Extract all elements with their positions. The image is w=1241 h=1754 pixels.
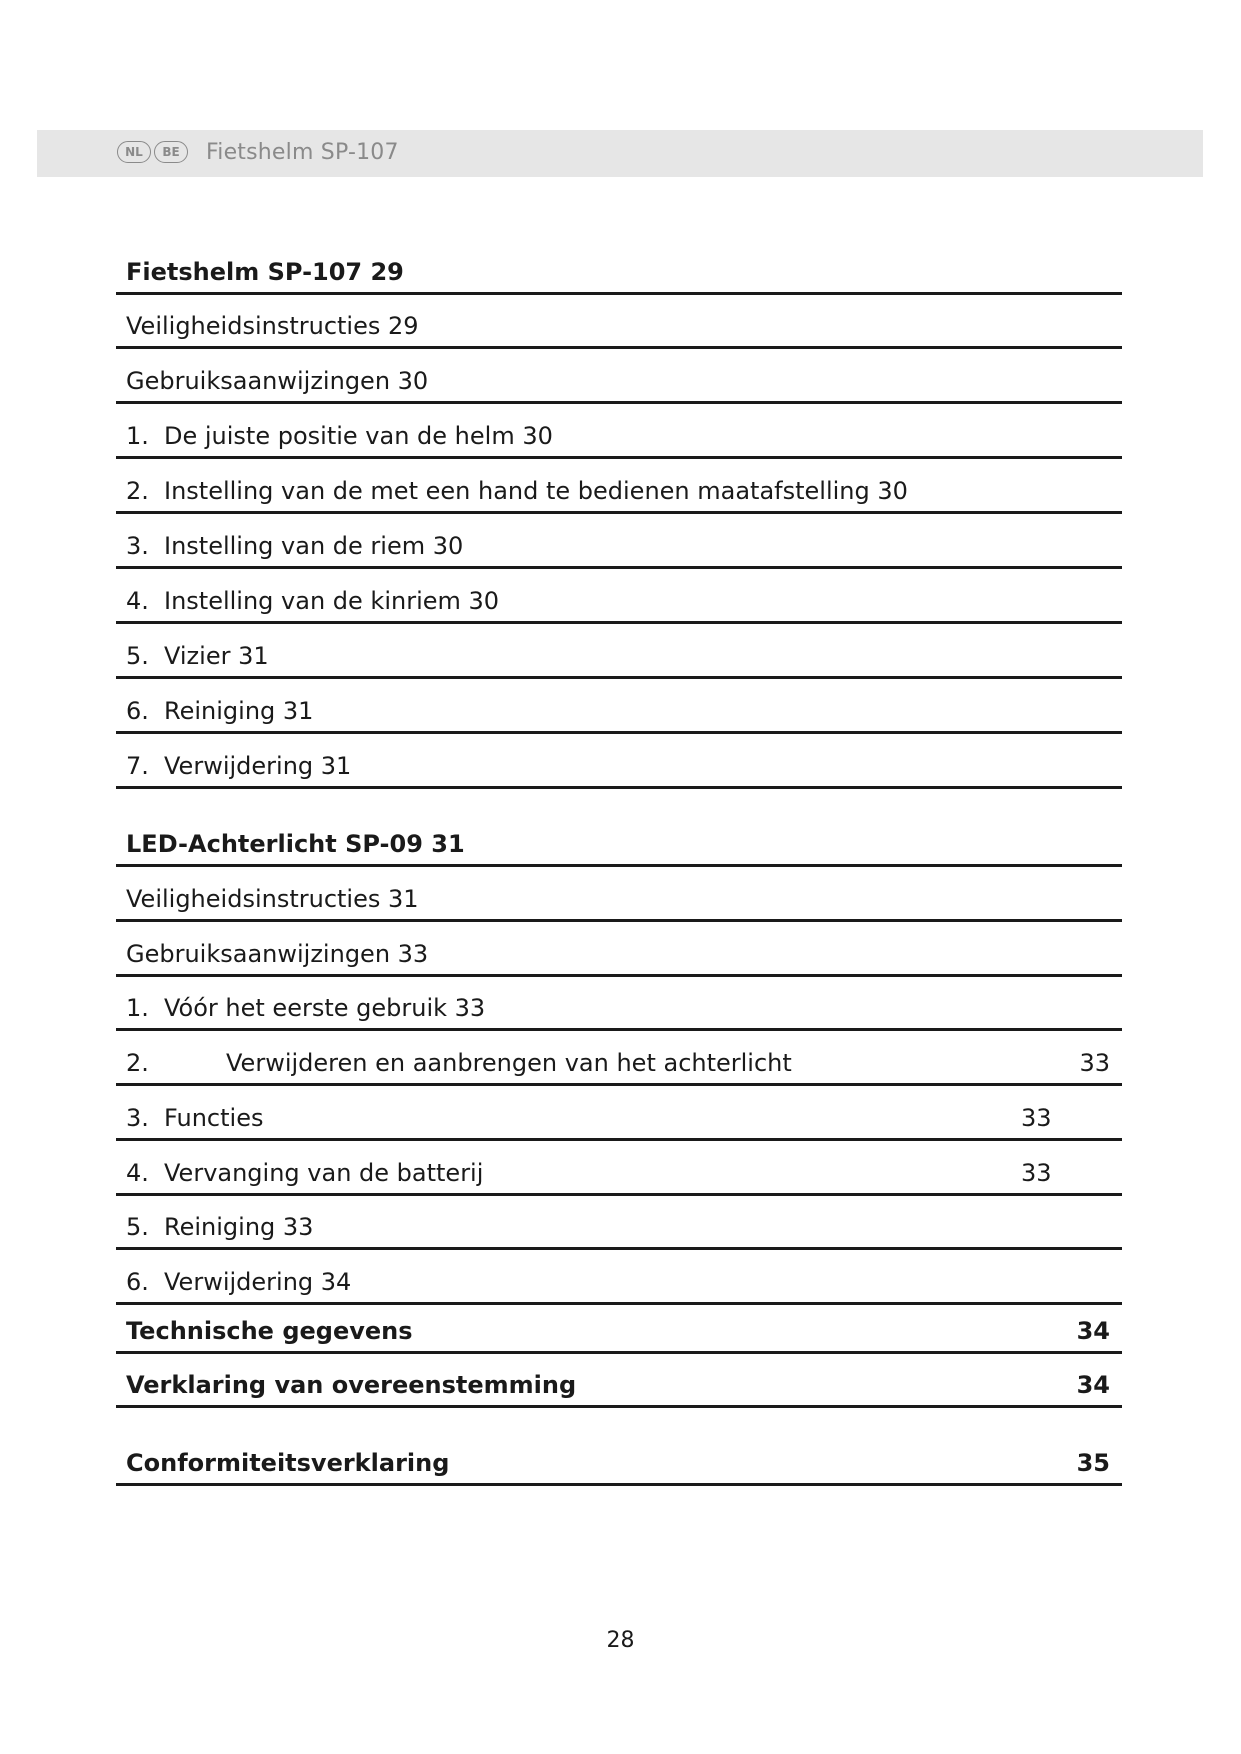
item-number: 3.	[126, 532, 149, 560]
header-bar	[37, 130, 1203, 177]
item-number: 6.	[126, 697, 149, 725]
entry-page: 34	[1076, 1317, 1110, 1345]
toc-item[interactable]	[116, 1193, 1122, 1250]
toc-item[interactable]	[116, 731, 1122, 789]
entry-text: Conformiteitsverklaring	[126, 1449, 450, 1477]
item-number: 5.	[126, 1213, 149, 1241]
item-number: 1.	[126, 422, 149, 450]
item-text: Vizier 31	[164, 642, 269, 670]
header-title: Fietshelm SP-107	[206, 140, 399, 165]
toc-item[interactable]	[116, 456, 1122, 514]
item-number: 1.	[126, 994, 149, 1022]
toc-item[interactable]	[116, 292, 1122, 349]
toc-item[interactable]	[116, 1138, 1122, 1196]
toc-item[interactable]	[116, 919, 1122, 977]
nl-badge: NL	[117, 141, 151, 163]
entry-page: 34	[1076, 1371, 1110, 1399]
toc-entry-conformiteit[interactable]	[116, 1429, 1122, 1486]
entry-text: Technische gegevens	[126, 1317, 413, 1345]
toc-section-heading[interactable]	[116, 810, 1122, 867]
item-number: 6.	[126, 1268, 149, 1296]
item-text: Verwijdering 34	[164, 1268, 352, 1296]
item-text: De juiste positie van de helm 30	[164, 422, 553, 450]
toc-item[interactable]	[116, 974, 1122, 1031]
be-badge: BE	[154, 141, 188, 163]
toc-item[interactable]	[116, 621, 1122, 679]
item-number: 2.	[126, 1049, 149, 1077]
toc-item[interactable]	[116, 401, 1122, 459]
item-text: Vóór het eerste gebruik 33	[164, 994, 486, 1022]
toc-item[interactable]	[116, 566, 1122, 624]
item-number: 5.	[126, 642, 149, 670]
item-text: Reiniging 31	[164, 697, 314, 725]
toc-item[interactable]	[116, 864, 1122, 922]
item-page: 33	[1021, 1159, 1052, 1187]
item-number: 3.	[126, 1104, 149, 1132]
item-number: 7.	[126, 752, 149, 780]
page-number: 28	[606, 1628, 635, 1653]
item-number: 4.	[126, 1159, 149, 1187]
toc-entry-verklaring[interactable]	[116, 1351, 1122, 1408]
item-text: Gebruiksaanwijzingen 30	[126, 367, 429, 395]
item-text: Instelling van de riem 30	[164, 532, 464, 560]
item-text: Functies	[164, 1104, 264, 1132]
item-page: 33	[1021, 1104, 1052, 1132]
item-text: Verwijdering 31	[164, 752, 352, 780]
item-text: Instelling van de kinriem 30	[164, 587, 500, 615]
toc-item[interactable]	[116, 511, 1122, 569]
toc-entry-technische-gegevens[interactable]	[116, 1302, 1122, 1354]
item-page: 33	[1079, 1049, 1110, 1077]
toc-item[interactable]	[116, 346, 1122, 404]
toc-item[interactable]	[116, 1247, 1122, 1305]
item-number: 4.	[126, 587, 149, 615]
entry-text: Verklaring van overeenstemming	[126, 1371, 577, 1399]
section-heading-text: LED-Achterlicht SP-09 31	[126, 830, 465, 858]
item-text: Gebruiksaanwijzingen 33	[126, 940, 429, 968]
toc-item[interactable]	[116, 1083, 1122, 1141]
toc-item[interactable]	[116, 676, 1122, 734]
item-text: Verwijderen en aanbrengen van het achterlicht	[226, 1049, 792, 1077]
item-text: Veiligheidsinstructies 29	[126, 312, 419, 340]
item-text: Vervanging van de batterij	[164, 1159, 484, 1187]
toc-item[interactable]	[116, 1028, 1122, 1086]
entry-page: 35	[1076, 1449, 1110, 1477]
toc-section-heading[interactable]	[116, 232, 1122, 295]
item-text: Instelling van de met een hand te bedienen maatafstelling 30	[164, 477, 908, 505]
item-text: Reiniging 33	[164, 1213, 314, 1241]
section-heading-text: Fietshelm SP-107 29	[126, 258, 404, 286]
item-text: Veiligheidsinstructies 31	[126, 885, 419, 913]
item-number: 2.	[126, 477, 149, 505]
